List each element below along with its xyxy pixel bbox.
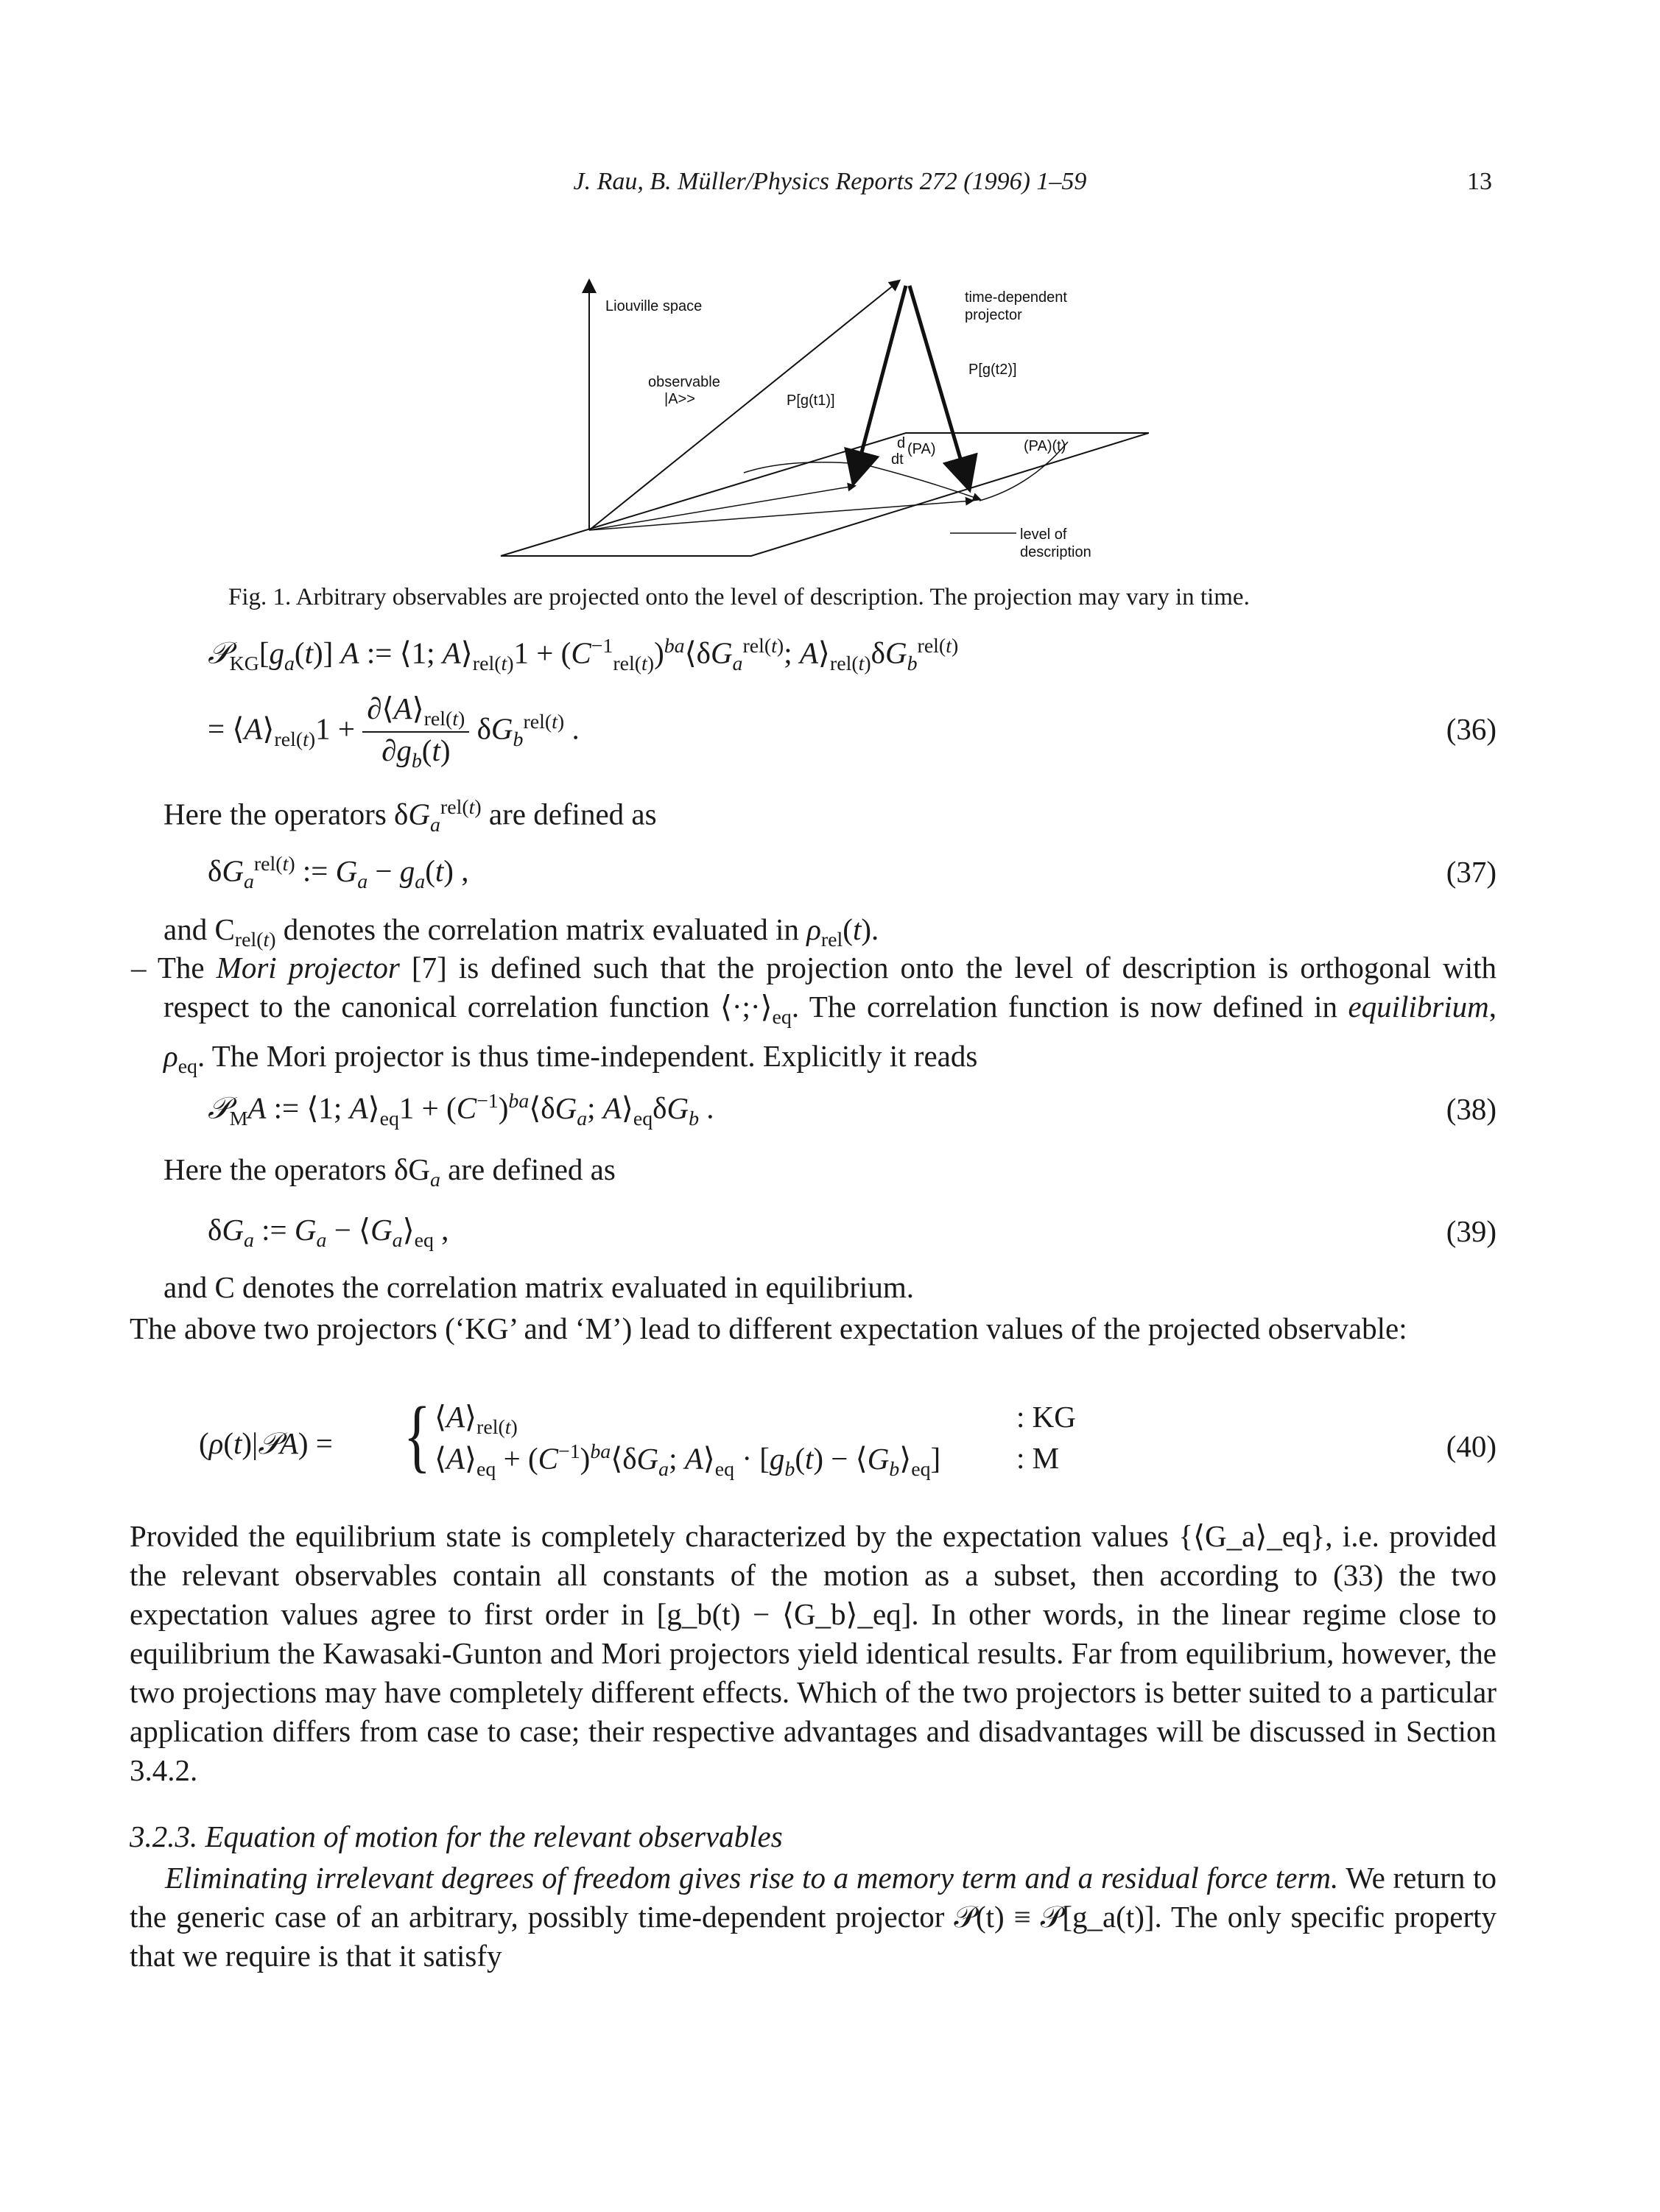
figure-1 [471,265,1149,574]
text-fragment: Here the operators δG [163,1152,430,1186]
section-heading: 3.2.3. Equation of motion for the relevant observables [130,1820,783,1853]
page-number: 13 [1467,168,1492,195]
equation-number-39: (39) [1446,1214,1497,1248]
paragraph-eliminating [130,1859,1497,1976]
paragraph-and-1: and $C_{rel(t)}$ denotes the correlation matrix evaluated in $\rho_{rel}(t)$. [163,912,879,952]
label-liouville-space: Liouville space [605,298,703,314]
text-emphasis: equilibrium [1348,990,1489,1024]
case-label-kg: : KG [1016,1400,1076,1434]
projected-vector-2 [589,501,972,530]
label-dpa-d: d [897,435,906,451]
text-fragment: Here the operators [163,797,395,831]
text-fragment: are defined as [481,797,657,831]
paragraph-above: The above two projectors (‘KG’ and ‘M’) lead to different expectation values of the projected observable: [130,1311,1407,1345]
paragraph-and-2: and C denotes the correlation matrix evaluated in equilibrium. [163,1270,914,1304]
equation-37: $\delta G_a^{rel(t)}$ := $G_a - g_a(t)$ , [208,853,469,893]
trajectory-curve [744,462,980,499]
equation-36-line-1: $𝒫_{KG}[g_a(t)]$ A := ⟨1; $A⟩_{rel(t)}1$ + $(C^{-1}_{rel(t)})^{ba}⟨\delta G_a^{rel(t)}$; $A⟩_{rel(t)}\delta G_b^{rel(t)}$ [208,635,959,675]
text-fragment: . The correlation function is now defined in [791,990,1348,1024]
label-p-t1: P[g(t1)] [787,392,835,409]
projected-vector-1 [589,486,854,530]
label-dpa-pa: (PA) [907,441,936,457]
equation-number-38: (38) [1446,1092,1497,1126]
paragraph-here-2: Here the operators $\delta G_a$ are defined as [163,1152,616,1192]
equation-number-36: (36) [1446,712,1497,746]
equation-38: 𝒫$_M$A := ⟨1; $A⟩_{eq}1$ + $(C^{-1})^{ba}⟨\delta G_a$; $A⟩_{eq}\delta G_b$ . [208,1090,714,1130]
text-fragment: [7] is defined such that the projection onto the level of description is orthogonal with respect to the canonical correlation function ⟨·;·⟩ [163,951,1497,1024]
text-emphasis: Eliminating irrelevant degrees of freedom gives rise to a memory term and a residual force term. [165,1861,1339,1895]
text-fragment: – The [131,951,217,985]
label-observable-ket: |A>> [664,391,695,407]
label-p-t2: P[g(t2)] [968,362,1017,378]
label-projector: projector [965,307,1022,323]
label-time-dependent: time-dependent [965,289,1067,306]
case-label-m: : M [1016,1441,1060,1475]
label-observable: observable [648,374,720,390]
label-level-of: level of [1020,526,1067,543]
text-fragment: denotes the correlation matrix evaluated in [275,912,807,946]
label-description: description [1020,544,1091,560]
figure-caption: Fig. 1. Arbitrary observables are projected onto the level of description. The projection may vary in time. [228,584,1250,610]
equation-36-line-2: = $⟨A⟩_{rel(t)}1$ + $\frac{\partial⟨A⟩_{rel(t)}}{\partial g_b(t)}$ $\delta G_b^{rel(t)}$ . [208,691,580,773]
liouville-space-diagram [471,265,1149,574]
label-dpa-dt: dt [891,451,904,468]
paragraph-provided: Provided the equilibrium state is completely characterized by the expectation values {⟨G_a⟩_eq}, i.e. provided the relevant observables contain all constants of the motion as a subset, then according to (33) the two expectation values agree to first order in [g_b(t) − ⟨G_b⟩_eq]. In other words, in the linear regime close to equilibrium the Kawasaki-Gunton and Mori projectors yield identical results. Far from equilibrium, however, the two projections may have completely different effects. Which of the two projectors is better suited to a particular application differs from case to case; their respective advantages and disadvantages will be discussed in Section 3.4.2. [130,1519,1497,1787]
equation-number-37: (37) [1446,855,1497,889]
paragraph-here-1: Here the operators $\delta G_a^{rel(t)}$ are defined as [163,796,657,836]
text-fragment: are defined as [440,1152,616,1186]
observable-vector [589,281,898,530]
running-title: J. Rau, B. Müller/Physics Reports 272 (1996) 1–59 [573,168,1087,195]
label-pa-t: (PA)(t) [1024,438,1066,454]
text-fragment: We return to the generic case of an arbitrary, possibly time-dependent projector 𝒫(t) ≡ 𝒫[g_a(t)]. The only specific property that we require is that it satisfy [130,1861,1497,1973]
text-emphasis: Mori projector [216,951,400,985]
text-fragment: . The Mori projector is thus time-independent. Explicitly it reads [197,1039,978,1074]
text-fragment: and C [163,912,235,946]
equation-39: $\delta G_a$ := $G_a$ − $⟨G_a⟩_{eq}$ , [208,1213,449,1253]
equation-number-40: (40) [1446,1429,1497,1463]
running-header [0,168,1660,205]
paragraph-mori: – The Mori projector [7] is defined such that the projection onto the level of description is orthogonal with respect to the canonical correlation function $⟨\cdot;\cdot⟩_{eq}$. The correlation function is now defined in equilibrium, $\rho_{eq}$. The Mori projector is thus time-independent. Explicitly it reads [131,951,1497,1079]
